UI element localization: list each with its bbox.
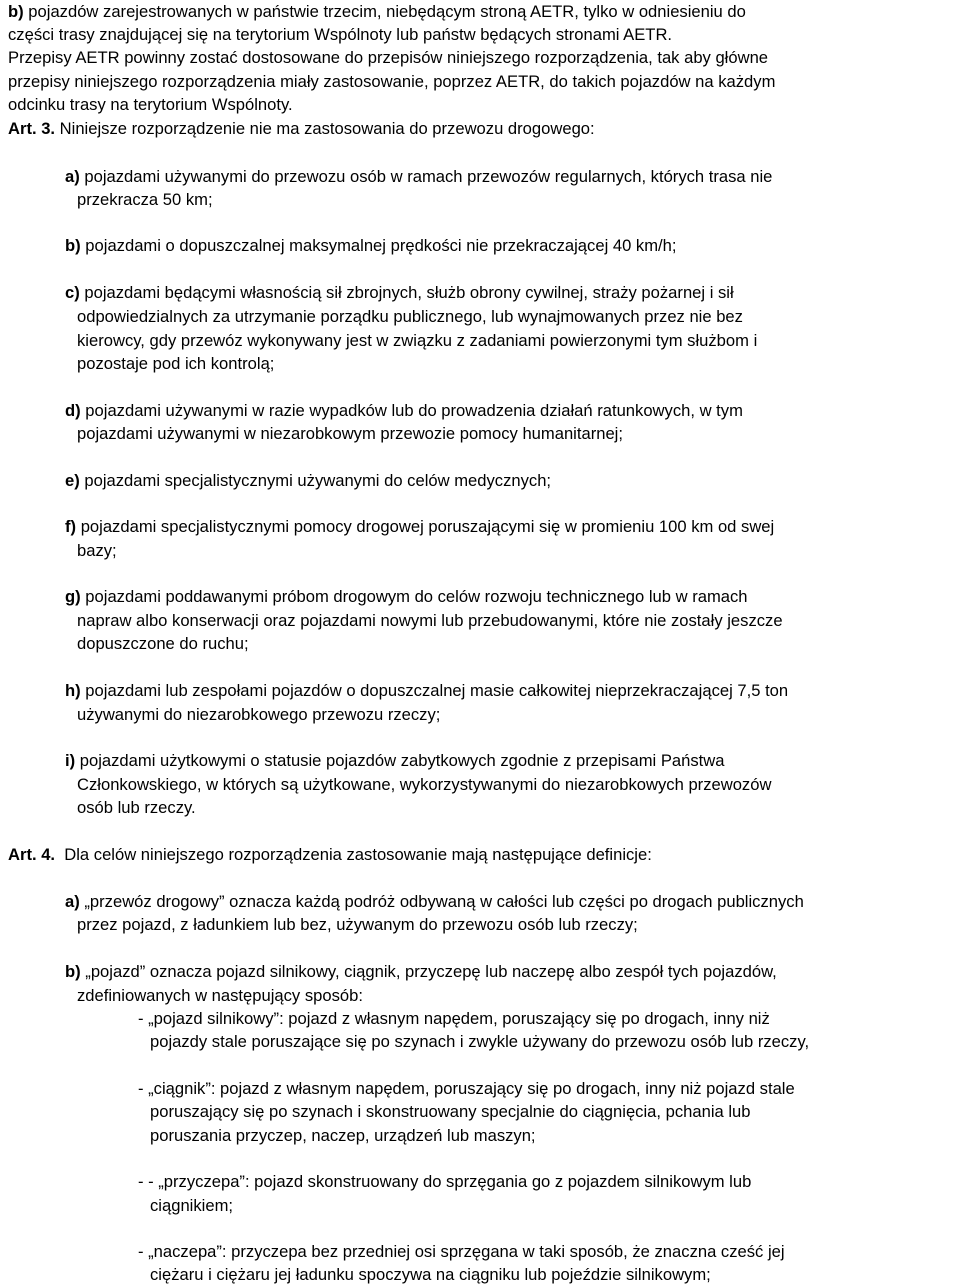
art3-item-f-line-2: bazy; (77, 541, 117, 560)
article-3-intro: Niniejsze rozporządzenie nie ma zastosowania do przewozu drogowego: (59, 119, 595, 138)
art3-item-g-line-3: dopuszczone do ruchu; (77, 634, 249, 653)
art4-item-b-label: b) (65, 962, 81, 981)
article-3-heading (8, 117, 595, 141)
art3-item-a-line-2: przekracza 50 km; (77, 190, 213, 209)
art3-item-f-label: f) (65, 517, 77, 536)
art3-item-c-line-1 (65, 281, 734, 305)
aetr-paragraph-line-3: odcinku trasy na terytorium Wspólnoty. (8, 95, 293, 114)
art4-item-a-label: a) (65, 892, 80, 911)
definition-tractor-line-1: - „ciągnik”: pojazd z własnym napędem, poruszający się po drogach, inny niż pojazd stale (138, 1079, 795, 1098)
item-b-line-2: części trasy znajdującej się na terytorium Wspólnoty lub państw będących stronami AETR. (8, 25, 673, 44)
article-4-label: Art. 4. (8, 845, 56, 864)
art3-item-g-label: g) (65, 587, 81, 606)
art3-item-c-line-4: pozostaje pod ich kontrolą; (77, 354, 275, 373)
art3-item-i-line-2: Członkowskiego, w których są użytkowane, wykorzystywanymi do niezarobkowych przewozów (77, 775, 772, 794)
art3-item-f-text: pojazdami specjalistycznymi pomocy drogowej poruszającymi się w promieniu 100 km od swej (80, 517, 775, 536)
definition-semitrailer-line-2: ciężaru i ciężaru jej ładunku spoczywa na ciągniku lub pojeździe silnikowym; (150, 1265, 711, 1284)
art4-item-a-line-1 (65, 890, 804, 914)
item-b-label: b) (8, 2, 24, 21)
art3-item-g-line-2: napraw albo konserwacji oraz pojazdami nowymi lub przebudowanymi, które nie zostały jeszcze (77, 611, 783, 630)
art3-item-a-text: pojazdami używanymi do przewozu osób w ramach przewozów regularnych, których trasa nie (84, 167, 773, 186)
definition-trailer-line-1: - - „przyczepa”: pojazd skonstruowany do sprzęgania go z pojazdem silnikowym lub (138, 1172, 752, 1191)
article-4-heading (8, 843, 652, 867)
aetr-paragraph-line-1: Przepisy AETR powinny zostać dostosowane do przepisów niniejszego rozporządzenia, tak aby główne (8, 48, 769, 67)
art3-item-a-label: a) (65, 167, 80, 186)
art3-item-b-text: pojazdami o dopuszczalnej maksymalnej prędkości nie przekraczającej 40 km/h; (85, 236, 677, 255)
art3-item-c-line-2: odpowiedzialnych za utrzymanie porządku publicznego, lub wynajmowanych przez nie bez (77, 307, 743, 326)
art3-item-h-line-1 (65, 679, 788, 703)
art3-item-b-line-1 (65, 234, 677, 258)
art3-item-i-label: i) (65, 751, 76, 770)
definition-tractor-line-2: poruszający się po szynach i skonstruowany specjalnie do ciągnięcia, pchania lub (150, 1102, 751, 1121)
art3-item-i-line-3: osób lub rzeczy. (77, 798, 196, 817)
art3-item-c-line-3: kierowcy, gdy przewóz wykonywany jest w związku z zadaniami powierzonymi tym służbom i (77, 331, 758, 350)
art3-item-h-label: h) (65, 681, 81, 700)
definition-tractor-line-3: poruszania przyczep, naczep, urządzeń lub maszyn; (150, 1126, 536, 1145)
definition-semitrailer-line-1: - „naczepa”: przyczepa bez przedniej osi sprzęgana w taki sposób, że znaczna cześć jej (138, 1242, 785, 1261)
definition-motor-vehicle-line-2: pojazdy stale poruszające się po szynach i zwykle używany do przewozu osób lub rzeczy, (150, 1032, 810, 1051)
art3-item-g-text: pojazdami poddawanymi próbom drogowym do celów rozwoju technicznego lub w ramach (85, 587, 748, 606)
art3-item-e-line-1 (65, 469, 551, 493)
article-4-intro: Dla celów niniejszego rozporządzenia zastosowanie mają następujące definicje: (64, 845, 652, 864)
art3-item-d-line-2: pojazdami używanymi w niezarobkowym przewozie pomocy humanitarnej; (77, 424, 623, 443)
art4-item-b-line-1 (65, 960, 777, 984)
art3-item-b-label: b) (65, 236, 81, 255)
art3-item-f-line-1 (65, 515, 774, 539)
art3-item-e-label: e) (65, 471, 80, 490)
art3-item-e-text: pojazdami specjalistycznymi używanymi do celów medycznych; (84, 471, 552, 490)
article-3-label: Art. 3. (8, 119, 56, 138)
item-b-line-1 (8, 0, 746, 24)
art4-item-b-text: „pojazd” oznacza pojazd silnikowy, ciągnik, przyczepę lub naczepę albo zespół tych pojazdów, (85, 962, 777, 981)
definition-motor-vehicle-line-1: - „pojazd silnikowy”: pojazd z własnym napędem, poruszający się po drogach, inny niż (138, 1009, 770, 1028)
art3-item-d-text: pojazdami używanymi w razie wypadków lub do prowadzenia działań ratunkowych, w tym (85, 401, 743, 420)
art3-item-c-text: pojazdami będącymi własnością sił zbrojnych, służb obrony cywilnej, straży pożarnej i sił (84, 283, 734, 302)
art3-item-a-line-1 (65, 165, 772, 189)
definition-trailer-line-2: ciągnikiem; (150, 1196, 234, 1215)
item-b-text: pojazdów zarejestrowanych w państwie trzecim, niebędącym stroną AETR, tylko w odniesieniu do (28, 2, 746, 21)
art3-item-g-line-1 (65, 585, 748, 609)
art3-item-i-line-1 (65, 749, 724, 773)
art3-item-d-line-1 (65, 399, 743, 423)
art3-item-d-label: d) (65, 401, 81, 420)
art3-item-h-text: pojazdami lub zespołami pojazdów o dopuszczalnej masie całkowitej nieprzekraczającej 7,5 ton (85, 681, 789, 700)
art4-item-a-text: „przewóz drogowy” oznacza każdą podróż odbywaną w całości lub części po drogach publicznych (84, 892, 804, 911)
art4-item-b-line-2: zdefiniowanych w następujący sposób: (77, 986, 363, 1005)
art3-item-i-text: pojazdami użytkowymi o statusie pojazdów zabytkowych zgodnie z przepisami Państwa (79, 751, 725, 770)
aetr-paragraph-line-2: przepisy niniejszego rozporządzenia miały zastosowanie, poprzez AETR, do takich pojazdów na każdym (8, 72, 776, 91)
art3-item-h-line-2: używanymi do niezarobkowego przewozu rzeczy; (77, 705, 441, 724)
art4-item-a-line-2: przez pojazd, z ładunkiem lub bez, używanym do przewozu osób lub rzeczy; (77, 915, 638, 934)
art3-item-c-label: c) (65, 283, 80, 302)
